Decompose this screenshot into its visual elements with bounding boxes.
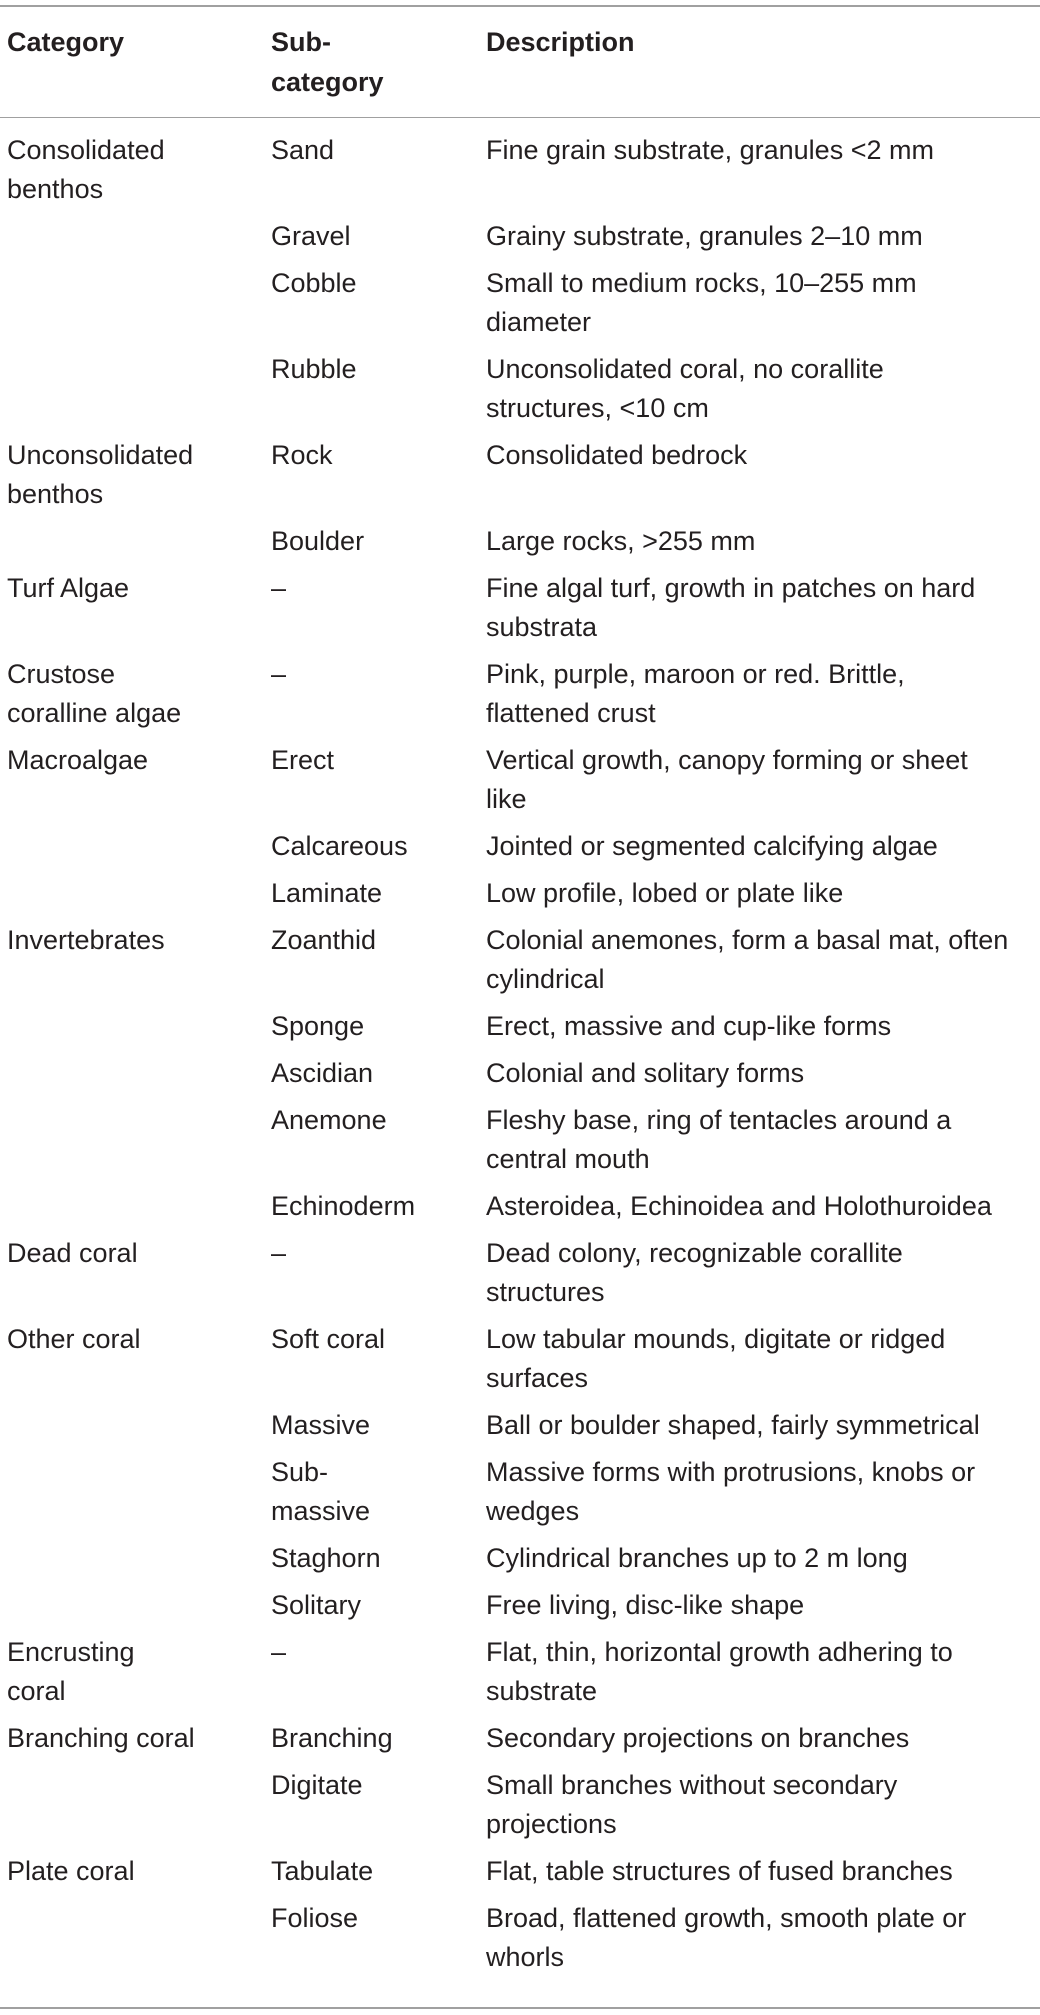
description-cell: Dead colony, recognizable corallite structures	[486, 1238, 903, 1307]
category-cell	[0, 1453, 271, 1531]
category-cell	[0, 1007, 271, 1046]
description-cell: Cylindrical branches up to 2 m long	[486, 1543, 908, 1573]
description-cell: Unconsolidated coral, no corallite structures, <10 cm	[486, 354, 884, 423]
table-top-rule	[0, 5, 1040, 7]
table-row	[0, 921, 1040, 999]
description-cell: Broad, flattened growth, smooth plate or whorls	[486, 1903, 967, 1972]
subcategory-cell: Digitate	[271, 1770, 363, 1800]
subcategory-cell: Tabulate	[271, 1856, 374, 1886]
subcategory-cell: Echinoderm	[271, 1191, 416, 1221]
category-cell: Unconsolidated benthos	[7, 440, 194, 509]
description-cell: Low tabular mounds, digitate or ridged surfaces	[486, 1324, 946, 1393]
table-row	[0, 1899, 1040, 1977]
table-bottom-rule	[0, 2007, 1040, 2009]
table-row	[0, 131, 1040, 209]
description-cell: Pink, purple, maroon or red. Brittle, flattened crust	[486, 659, 905, 728]
description-cell: Erect, massive and cup-like forms	[486, 1011, 892, 1041]
description-cell: Colonial anemones, form a basal mat, often cylindrical	[486, 925, 1009, 994]
subcategory-cell: Zoanthid	[271, 925, 377, 955]
description-cell: Fine grain substrate, granules <2 mm	[486, 135, 934, 165]
subcategory-cell: Erect	[271, 745, 335, 775]
category-cell	[0, 217, 271, 256]
category-cell: Crustose coralline algae	[7, 659, 182, 728]
table-row	[0, 1539, 1040, 1578]
header-description: Description	[486, 27, 635, 57]
category-cell	[0, 1899, 271, 1977]
table-row	[0, 350, 1040, 428]
table-row	[0, 1101, 1040, 1179]
table-row	[0, 264, 1040, 342]
subcategory-cell: Foliose	[271, 1903, 359, 1933]
description-cell: Consolidated bedrock	[486, 440, 748, 470]
subcategory-cell: Sponge	[271, 1011, 365, 1041]
subcategory-cell: Solitary	[271, 1590, 362, 1620]
description-cell: Fine algal turf, growth in patches on hard substrata	[486, 573, 976, 642]
subcategory-cell: Sub- massive	[271, 1457, 371, 1526]
description-cell: Jointed or segmented calcifying algae	[486, 831, 938, 861]
category-cell: Consolidated benthos	[7, 135, 165, 204]
subcategory-cell: Sand	[271, 135, 335, 165]
category-cell	[0, 522, 271, 561]
table-row	[0, 1852, 1040, 1891]
table-row	[0, 874, 1040, 913]
description-cell: Small to medium rocks, 10–255 mm diameter	[486, 268, 917, 337]
description-cell: Flat, table structures of fused branches	[486, 1856, 953, 1886]
table-row	[0, 217, 1040, 256]
subcategory-cell: Soft coral	[271, 1324, 386, 1354]
subcategory-cell: Laminate	[271, 878, 383, 908]
table-row	[0, 741, 1040, 819]
description-cell: Grainy substrate, granules 2–10 mm	[486, 221, 923, 251]
table-row	[0, 569, 1040, 647]
category-cell	[0, 264, 271, 342]
table-row	[0, 1453, 1040, 1531]
subcategory-cell: Rock	[271, 440, 333, 470]
table-row	[0, 1766, 1040, 1844]
subcategory-cell: Calcareous	[271, 831, 408, 861]
description-cell: Large rocks, >255 mm	[486, 526, 756, 556]
category-cell	[0, 1406, 271, 1445]
header-subcategory: Sub- category	[271, 27, 384, 97]
category-cell	[0, 874, 271, 913]
description-cell: Free living, disc-like shape	[486, 1590, 805, 1620]
table-header-rule	[0, 117, 1040, 118]
subcategory-cell: Boulder	[271, 526, 365, 556]
category-cell	[0, 1586, 271, 1625]
subcategory-cell: Cobble	[271, 268, 357, 298]
subcategory-cell: –	[271, 1637, 287, 1667]
table-row	[0, 1406, 1040, 1445]
subcategory-cell: –	[271, 573, 287, 603]
category-cell: Dead coral	[7, 1238, 138, 1268]
description-cell: Colonial and solitary forms	[486, 1058, 805, 1088]
subcategory-cell: –	[271, 659, 287, 689]
description-cell: Ball or boulder shaped, fairly symmetrical	[486, 1410, 980, 1440]
category-cell: Invertebrates	[7, 925, 165, 955]
subcategory-cell: Ascidian	[271, 1058, 374, 1088]
description-cell: Massive forms with protrusions, knobs or wedges	[486, 1457, 976, 1526]
category-cell	[0, 1054, 271, 1093]
table-row	[0, 1234, 1040, 1312]
description-cell: Small branches without secondary projections	[486, 1770, 898, 1839]
table-row	[0, 1054, 1040, 1093]
description-cell: Vertical growth, canopy forming or sheet like	[486, 745, 968, 814]
category-cell: Turf Algae	[7, 573, 130, 603]
category-cell	[0, 1187, 271, 1226]
table-row	[0, 436, 1040, 514]
table-row	[0, 1719, 1040, 1758]
table-row	[0, 1007, 1040, 1046]
category-cell	[0, 1766, 271, 1844]
subcategory-cell: Branching	[271, 1723, 393, 1753]
table-row	[0, 522, 1040, 561]
description-cell: Fleshy base, ring of tentacles around a central mouth	[486, 1105, 952, 1174]
table-row	[0, 1320, 1040, 1398]
subcategory-cell: Anemone	[271, 1105, 387, 1135]
category-cell: Plate coral	[7, 1856, 135, 1886]
category-cell: Other coral	[7, 1324, 141, 1354]
description-cell: Asteroidea, Echinoidea and Holothuroidea	[486, 1191, 992, 1221]
subcategory-cell: –	[271, 1238, 287, 1268]
category-cell: Macroalgae	[7, 745, 149, 775]
table-row	[0, 1586, 1040, 1625]
subcategory-cell: Massive	[271, 1410, 371, 1440]
table-body	[0, 131, 1040, 1985]
table-row	[0, 827, 1040, 866]
category-cell: Encrusting coral	[7, 1637, 135, 1706]
description-cell: Low profile, lobed or plate like	[486, 878, 844, 908]
category-cell	[0, 1539, 271, 1578]
category-cell: Branching coral	[7, 1723, 195, 1753]
description-cell: Secondary projections on branches	[486, 1723, 910, 1753]
category-cell	[0, 827, 271, 866]
table-row	[0, 1187, 1040, 1226]
table-row	[0, 1633, 1040, 1711]
subcategory-cell: Gravel	[271, 221, 351, 251]
table-row	[0, 655, 1040, 733]
description-cell: Flat, thin, horizontal growth adhering to substrate	[486, 1637, 953, 1706]
subcategory-cell: Rubble	[271, 354, 357, 384]
subcategory-cell: Staghorn	[271, 1543, 381, 1573]
category-cell	[0, 350, 271, 428]
header-category: Category	[7, 27, 125, 57]
category-cell	[0, 1101, 271, 1179]
